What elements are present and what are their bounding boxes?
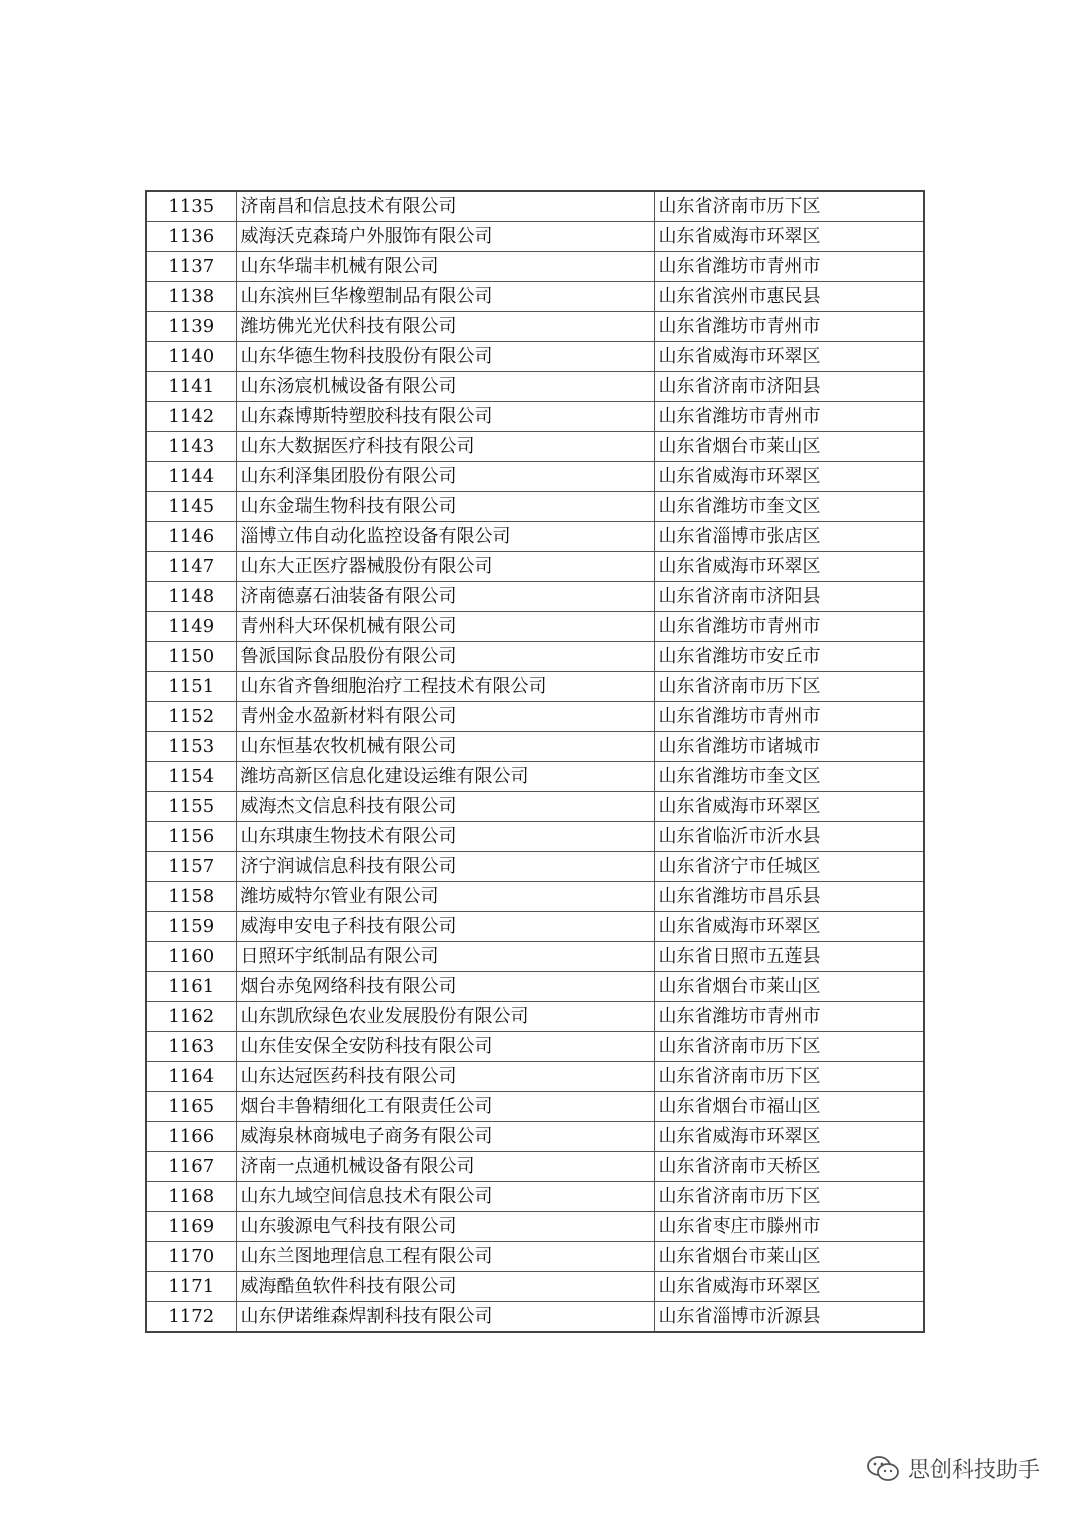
company-location: 山东省潍坊市青州市 [654,702,924,732]
company-location: 山东省淄博市张店区 [654,522,924,552]
company-location: 山东省潍坊市奎文区 [654,762,924,792]
company-location: 山东省烟台市莱山区 [654,432,924,462]
company-name: 淄博立伟自动化监控设备有限公司 [236,522,654,552]
company-location: 山东省济南市济阳县 [654,372,924,402]
row-number: 1139 [146,312,236,342]
table-row [146,1212,924,1242]
table-row [146,282,924,312]
company-location: 山东省潍坊市青州市 [654,312,924,342]
company-name: 山东凯欣绿色农业发展股份有限公司 [236,1002,654,1032]
row-number: 1144 [146,462,236,492]
row-number: 1137 [146,252,236,282]
company-location: 山东省临沂市沂水县 [654,822,924,852]
row-number: 1151 [146,672,236,702]
row-number: 1157 [146,852,236,882]
table-row [146,612,924,642]
company-location: 山东省潍坊市奎文区 [654,492,924,522]
row-number: 1167 [146,1152,236,1182]
row-number: 1161 [146,972,236,1002]
company-location: 山东省日照市五莲县 [654,942,924,972]
company-name: 山东金瑞生物科技有限公司 [236,492,654,522]
company-location: 山东省济宁市任城区 [654,852,924,882]
company-name: 烟台丰鲁精细化工有限责任公司 [236,1092,654,1122]
table-row [146,1062,924,1092]
table-row [146,1092,924,1122]
company-name: 山东大数据医疗科技有限公司 [236,432,654,462]
company-location: 山东省潍坊市安丘市 [654,642,924,672]
table-row [146,462,924,492]
company-name: 山东佳安保全安防科技有限公司 [236,1032,654,1062]
row-number: 1155 [146,792,236,822]
table-row [146,912,924,942]
company-location: 山东省潍坊市青州市 [654,402,924,432]
company-location: 山东省威海市环翠区 [654,462,924,492]
company-location: 山东省威海市环翠区 [654,1122,924,1152]
company-name: 潍坊高新区信息化建设运维有限公司 [236,762,654,792]
company-location: 山东省烟台市福山区 [654,1092,924,1122]
company-name: 山东九域空间信息技术有限公司 [236,1182,654,1212]
table-row [146,492,924,522]
table-row [146,1242,924,1272]
company-location: 山东省淄博市沂源县 [654,1302,924,1333]
row-number: 1171 [146,1272,236,1302]
table-row [146,252,924,282]
table-row [146,732,924,762]
table-row [146,762,924,792]
row-number: 1141 [146,372,236,402]
company-name: 山东华瑞丰机械有限公司 [236,252,654,282]
company-name: 鲁派国际食品股份有限公司 [236,642,654,672]
table-row [146,882,924,912]
row-number: 1145 [146,492,236,522]
row-number: 1140 [146,342,236,372]
company-name: 山东伊诺维森焊割科技有限公司 [236,1302,654,1333]
row-number: 1172 [146,1302,236,1333]
company-name: 威海申安电子科技有限公司 [236,912,654,942]
table-row [146,432,924,462]
company-location: 山东省潍坊市昌乐县 [654,882,924,912]
row-number: 1138 [146,282,236,312]
row-number: 1159 [146,912,236,942]
company-location: 山东省济南市济阳县 [654,582,924,612]
row-number: 1150 [146,642,236,672]
company-name: 济南昌和信息技术有限公司 [236,191,654,222]
company-name: 潍坊佛光光伏科技有限公司 [236,312,654,342]
table-row [146,1002,924,1032]
row-number: 1168 [146,1182,236,1212]
company-location: 山东省潍坊市青州市 [654,252,924,282]
table-row [146,942,924,972]
company-name: 山东汤宸机械设备有限公司 [236,372,654,402]
row-number: 1158 [146,882,236,912]
company-name: 山东琪康生物技术有限公司 [236,822,654,852]
company-name: 山东滨州巨华橡塑制品有限公司 [236,282,654,312]
row-number: 1142 [146,402,236,432]
company-location: 山东省济南市历下区 [654,1062,924,1092]
company-table-body [146,191,924,1332]
company-name: 山东利泽集团股份有限公司 [236,462,654,492]
company-name: 威海泉林商城电子商务有限公司 [236,1122,654,1152]
table-row [146,312,924,342]
company-location: 山东省潍坊市青州市 [654,612,924,642]
row-number: 1136 [146,222,236,252]
table-row [146,1032,924,1062]
company-name: 山东骏源电气科技有限公司 [236,1212,654,1242]
company-location: 山东省潍坊市诸城市 [654,732,924,762]
company-location: 山东省枣庄市滕州市 [654,1212,924,1242]
row-number: 1148 [146,582,236,612]
company-location: 山东省潍坊市青州市 [654,1002,924,1032]
company-name: 山东达冠医药科技有限公司 [236,1062,654,1092]
table-row [146,792,924,822]
company-name: 济宁润诚信息科技有限公司 [236,852,654,882]
row-number: 1166 [146,1122,236,1152]
company-location: 山东省威海市环翠区 [654,912,924,942]
watermark-label: 思创科技助手 [907,1458,1040,1483]
company-location: 山东省烟台市莱山区 [654,972,924,1002]
company-location: 山东省烟台市莱山区 [654,1242,924,1272]
row-number: 1154 [146,762,236,792]
table-row [146,402,924,432]
row-number: 1163 [146,1032,236,1062]
company-location: 山东省济南市历下区 [654,1182,924,1212]
row-number: 1156 [146,822,236,852]
company-name: 山东大正医疗器械股份有限公司 [236,552,654,582]
row-number: 1143 [146,432,236,462]
company-name: 济南德嘉石油装备有限公司 [236,582,654,612]
watermark [866,1453,1040,1484]
company-location: 山东省威海市环翠区 [654,792,924,822]
row-number: 1147 [146,552,236,582]
row-number: 1162 [146,1002,236,1032]
company-name: 威海杰文信息科技有限公司 [236,792,654,822]
row-number: 1152 [146,702,236,732]
table-row [146,372,924,402]
company-name: 烟台赤兔网络科技有限公司 [236,972,654,1002]
company-name: 山东兰图地理信息工程有限公司 [236,1242,654,1272]
company-name: 山东华德生物科技股份有限公司 [236,342,654,372]
table-row [146,642,924,672]
table-row [146,822,924,852]
row-number: 1149 [146,612,236,642]
company-location: 山东省济南市历下区 [654,1032,924,1062]
row-number: 1153 [146,732,236,762]
wechat-icon [866,1454,900,1484]
table-row [146,1272,924,1302]
row-number: 1169 [146,1212,236,1242]
table-row [146,582,924,612]
company-location: 山东省威海市环翠区 [654,222,924,252]
company-name: 济南一点通机械设备有限公司 [236,1152,654,1182]
table-row [146,852,924,882]
table-row [146,1182,924,1212]
row-number: 1135 [146,191,236,222]
table-row [146,1302,924,1333]
row-number: 1160 [146,942,236,972]
company-location: 山东省滨州市惠民县 [654,282,924,312]
company-name: 青州金水盈新材料有限公司 [236,702,654,732]
table-row [146,191,924,222]
row-number: 1170 [146,1242,236,1272]
table-row [146,1122,924,1152]
company-name: 山东森博斯特塑胶科技有限公司 [236,402,654,432]
row-number: 1165 [146,1092,236,1122]
company-location: 山东省威海市环翠区 [654,1272,924,1302]
company-name: 山东恒基农牧机械有限公司 [236,732,654,762]
company-location: 山东省威海市环翠区 [654,342,924,372]
company-location: 山东省济南市历下区 [654,672,924,702]
row-number: 1164 [146,1062,236,1092]
table-row [146,972,924,1002]
company-name: 潍坊威特尔管业有限公司 [236,882,654,912]
company-name: 青州科大环保机械有限公司 [236,612,654,642]
company-name: 威海酷鱼软件科技有限公司 [236,1272,654,1302]
table-row [146,222,924,252]
company-name: 威海沃克森琦户外服饰有限公司 [236,222,654,252]
company-location: 山东省威海市环翠区 [654,552,924,582]
table-row [146,552,924,582]
company-name: 日照环宇纸制品有限公司 [236,942,654,972]
company-table [145,190,925,1333]
company-location: 山东省济南市历下区 [654,191,924,222]
table-row [146,522,924,552]
table-row [146,1152,924,1182]
company-location: 山东省济南市天桥区 [654,1152,924,1182]
company-name: 山东省齐鲁细胞治疗工程技术有限公司 [236,672,654,702]
table-row [146,702,924,732]
table-row [146,342,924,372]
row-number: 1146 [146,522,236,552]
table-row [146,672,924,702]
